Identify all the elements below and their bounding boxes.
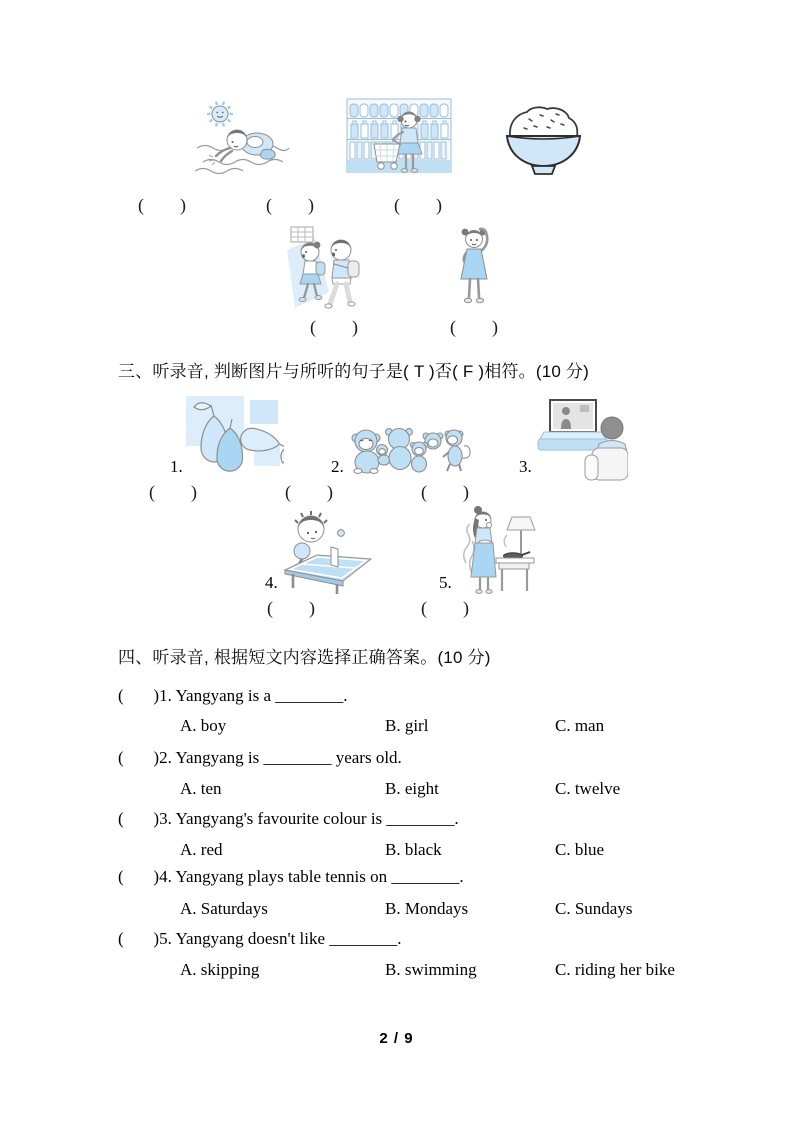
table-tennis-illustration xyxy=(281,508,375,596)
children-walking-illustration xyxy=(283,224,381,314)
answer-bracket: ( ) xyxy=(450,317,498,337)
answer-bracket: ( ) xyxy=(118,929,160,948)
monkeys-illustration xyxy=(346,424,472,474)
option-b: B. black xyxy=(385,840,442,859)
page-number: 2 / 9 xyxy=(379,1030,414,1047)
question-text: 3. Yangyang's favourite colour is ________. xyxy=(159,809,459,828)
options-row-1 xyxy=(0,716,793,738)
cooking-illustration xyxy=(456,501,542,595)
option-a: A. Saturdays xyxy=(180,899,268,918)
options-row-4 xyxy=(0,899,793,921)
item-number: 2. xyxy=(331,457,344,476)
option-c: C. riding her bike xyxy=(555,960,675,979)
option-a: A. boy xyxy=(180,716,227,735)
question-text: 5. Yangyang doesn't like ________. xyxy=(159,929,402,948)
option-b: B. swimming xyxy=(385,960,477,979)
question-line-5 xyxy=(118,929,402,949)
question-text: 2. Yangyang is ________ years old. xyxy=(159,748,402,767)
pears-illustration xyxy=(184,396,284,482)
answer-bracket: ( ) xyxy=(285,482,333,502)
options-row-5 xyxy=(0,960,793,982)
question-line-4 xyxy=(118,867,464,887)
question-text: 4. Yangyang plays table tennis on ________. xyxy=(159,867,464,886)
answer-bracket: ( ) xyxy=(118,748,160,767)
answer-bracket: ( ) xyxy=(267,598,315,618)
answer-bracket: ( ) xyxy=(421,598,469,618)
item-number: 4. xyxy=(265,573,278,592)
options-row-2 xyxy=(0,779,793,801)
answer-bracket: ( ) xyxy=(118,686,160,705)
option-c: C. man xyxy=(555,716,605,735)
option-a: A. skipping xyxy=(180,960,260,979)
watching-tv-illustration xyxy=(536,398,628,486)
question-line-3 xyxy=(118,809,459,829)
section-four-title: 四、听录音, 根据短文内容选择正确答案。(10 分) xyxy=(118,648,491,667)
option-c: C. twelve xyxy=(555,779,621,798)
answer-bracket: ( ) xyxy=(138,195,186,215)
question-text: 1. Yangyang is a ________. xyxy=(159,686,348,705)
item-number: 5. xyxy=(439,573,452,592)
rice-bowl-illustration xyxy=(503,96,585,182)
answer-bracket: ( ) xyxy=(118,867,160,886)
item-number: 1. xyxy=(170,457,183,476)
girl-posing-illustration xyxy=(450,223,500,309)
girl-shopping-illustration xyxy=(346,98,452,182)
option-a: A. ten xyxy=(180,779,222,798)
options-row-3 xyxy=(0,840,793,862)
option-c: C. blue xyxy=(555,840,605,859)
option-b: B. Mondays xyxy=(385,899,469,918)
answer-bracket: ( ) xyxy=(118,809,160,828)
answer-bracket: ( ) xyxy=(310,317,358,337)
answer-bracket: ( ) xyxy=(394,195,442,215)
section-three-title: 三、听录音, 判断图片与所听的句子是( T )否( F )相符。(10 分) xyxy=(118,362,589,381)
option-c: C. Sundays xyxy=(555,899,633,918)
item-number: 3. xyxy=(519,457,532,476)
boy-swimming-illustration xyxy=(193,100,293,176)
question-line-1 xyxy=(118,686,348,706)
answer-bracket: ( ) xyxy=(421,482,469,502)
answer-bracket: ( ) xyxy=(149,482,197,502)
answer-bracket: ( ) xyxy=(266,195,314,215)
option-b: B. eight xyxy=(385,779,439,798)
question-line-2 xyxy=(118,748,402,768)
option-a: A. red xyxy=(180,840,223,859)
option-b: B. girl xyxy=(385,716,429,735)
